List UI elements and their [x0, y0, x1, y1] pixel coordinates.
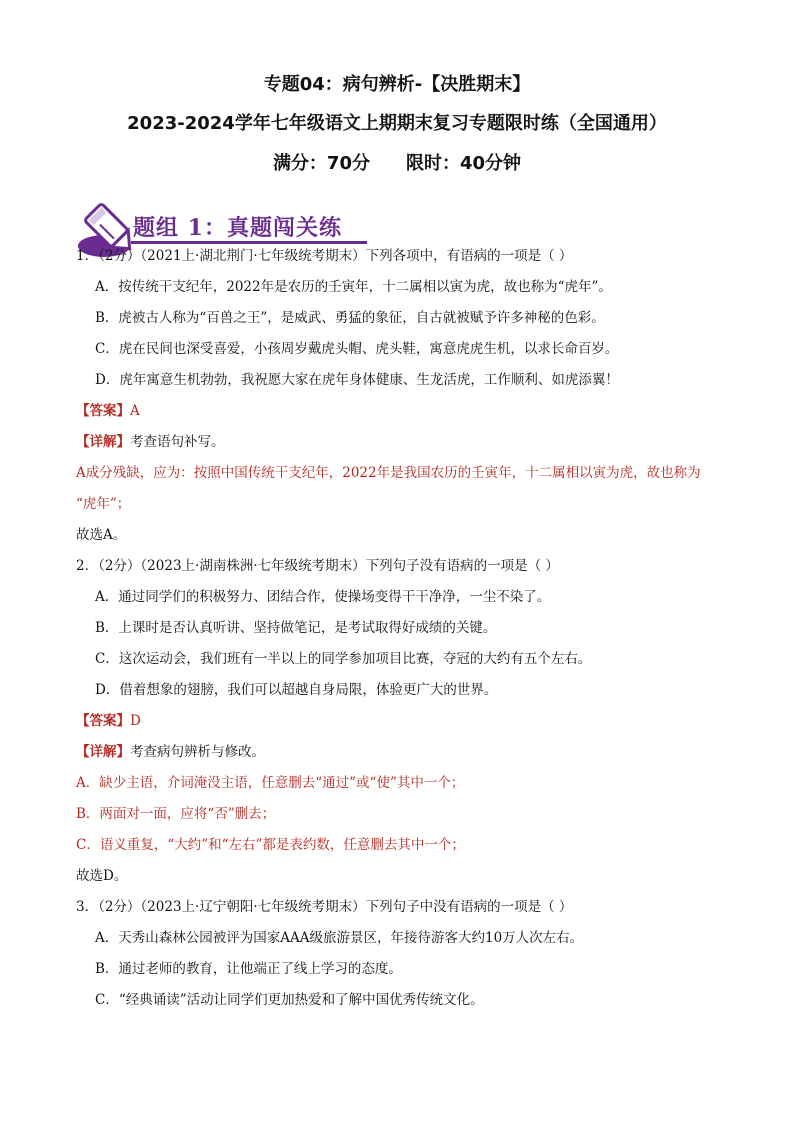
question-2-option-a: A．通过同学们的积极努力、团结合作，使操场变得干干净净，一尘不染了。 — [95, 589, 551, 605]
question-2-stem: 2．（2分）（2023上·湖南株洲·七年级统考期末）下列句子没有语病的一项是（ ） — [76, 558, 559, 574]
detail-text: 考查病句辨析与修改。 — [130, 744, 265, 760]
question-3-option-c: C．“经典诵读”活动让同学们更加热爱和了解中国优秀传统文化。 — [95, 992, 484, 1008]
question-2-explanation-line-2: B．两面对一面，应将“否”删去； — [76, 806, 276, 822]
detail-tag: 【详解】 — [76, 434, 130, 450]
question-1-explanation-line-2: “虎年”； — [76, 496, 131, 512]
question-1-detail — [76, 432, 225, 452]
question-2-option-b: B．上课时是否认真听讲、坚持做笔记，是考试取得好成绩的关键。 — [95, 620, 497, 636]
question-1-option-b: B．虎被古人称为“百兽之王”，是威武、勇猛的象征，自古就被赋予许多神秘的色彩。 — [95, 310, 605, 326]
question-1-option-a: A．按传统干支纪年，2022年是农历的壬寅年，十二属相以寅为虎，故也称为“虎年”。 — [95, 279, 612, 295]
question-2-detail — [76, 742, 265, 762]
question-1-option-c: C．虎在民间也深受喜爱，小孩周岁戴虎头帽、虎头鞋，寓意虎虎生机，以求长命百岁。 — [95, 341, 619, 357]
question-2-answer — [76, 711, 141, 731]
question-3-option-a: A．天秀山森林公园被评为国家AAA级旅游景区，年接待游客大约10万人次左右。 — [95, 930, 584, 946]
question-3-option-b: B．通过老师的教育，让他端正了线上学习的态度。 — [95, 961, 402, 977]
question-1-answer — [76, 401, 140, 421]
question-2-explanation-line-3: C．语义重复，“大约”和“左右”都是表约数，任意删去其中一个； — [76, 837, 465, 853]
answer-tag: 【答案】 — [76, 403, 130, 419]
question-1-explanation-line-1: A成分残缺，应为：按照中国传统干支纪年，2022年是我国农历的壬寅年，十二属相以寅为虎，故也称为 — [76, 465, 701, 481]
document-title: 专题04：病句辨析-【决胜期末】 — [263, 74, 531, 95]
answer-value: A — [130, 403, 140, 419]
full-score: 满分：70分 — [272, 153, 370, 174]
section-underline — [131, 241, 367, 244]
question-1-option-d: D．虎年寓意生机勃勃，我祝愿大家在虎年身体健康、生龙活虎，工作顺利、如虎添翼！ — [95, 372, 619, 388]
question-2-option-d: D．借着想象的翅膀，我们可以超越自身局限，体验更广大的世界。 — [95, 682, 498, 698]
document-subtitle: 2023-2024学年七年级语文上期期末复习专题限时练（全国通用） — [127, 113, 667, 134]
question-1-stem: 1．（2分）（2021上·湖北荆门·七年级统考期末）下列各项中，有语病的一项是（ ） — [76, 248, 573, 264]
score-time-line — [0, 149, 794, 175]
question-2-option-c: C．这次运动会，我们班有一半以上的同学参加项目比赛，夺冠的大约有五个左右。 — [95, 651, 592, 667]
question-2-conclusion: 故选D。 — [76, 868, 128, 884]
answer-tag: 【答案】 — [76, 713, 130, 729]
time-limit: 限时：40分钟 — [406, 153, 522, 174]
detail-text: 考查语句补写。 — [130, 434, 225, 450]
detail-tag: 【详解】 — [76, 744, 130, 760]
question-1-conclusion: 故选A。 — [76, 527, 127, 543]
answer-value: D — [130, 713, 141, 729]
question-3-stem: 3．（2分）（2023上·辽宁朝阳·七年级统考期末）下列句子中没有语病的一项是（ ） — [76, 899, 573, 915]
section-title: 题组 1：真题闯关练 — [133, 215, 342, 241]
question-2-explanation-line-1: A．缺少主语，介词淹没主语，任意删去“通过”或“使”其中一个； — [76, 775, 465, 791]
